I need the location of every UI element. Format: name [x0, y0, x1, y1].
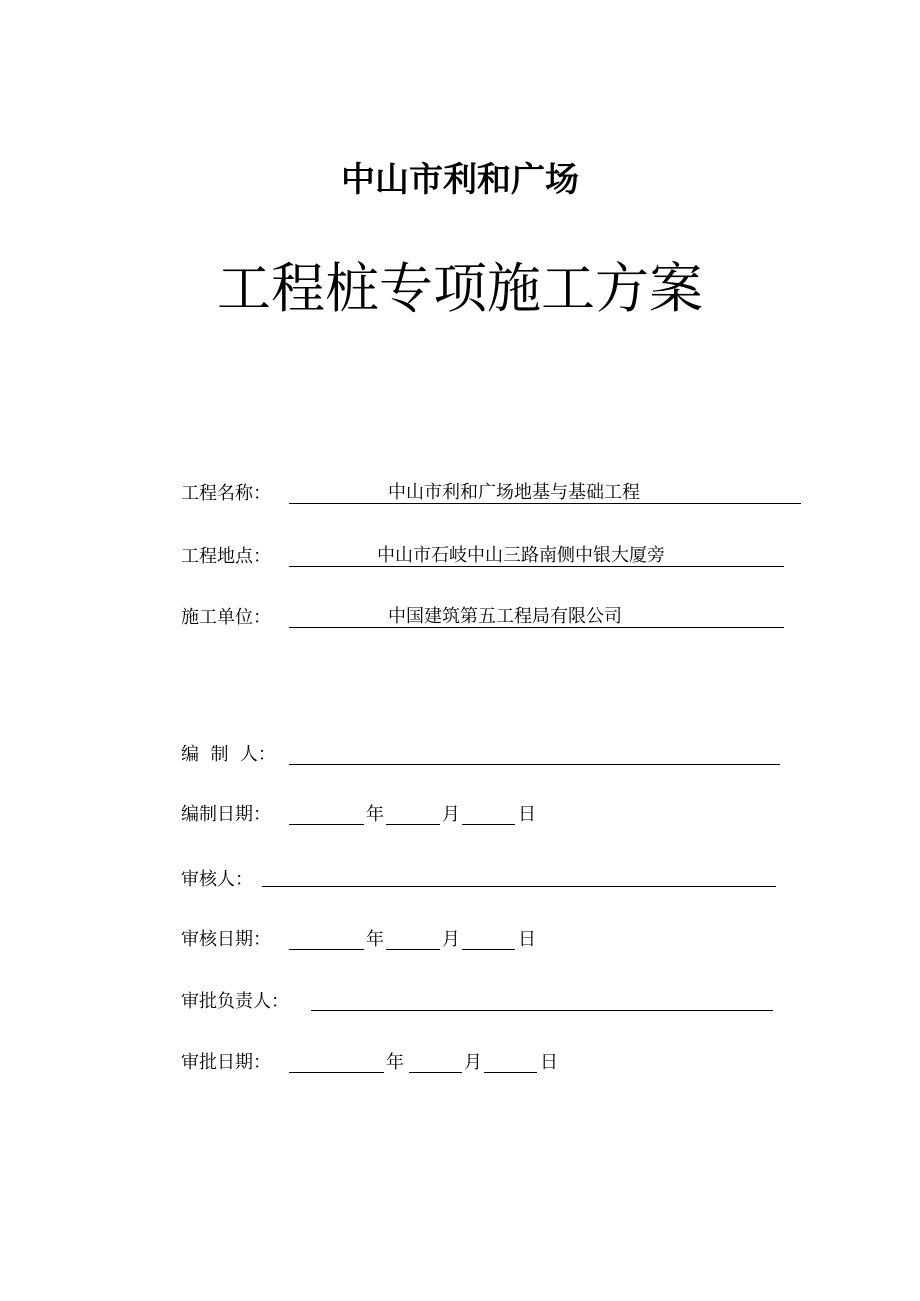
reviewer-label: 审核人：	[181, 869, 253, 890]
project-title: 中山市利和广场	[341, 160, 579, 200]
month-label: 月	[442, 929, 460, 950]
approver-underline	[311, 1010, 773, 1011]
project-location-label: 工程地点：	[181, 546, 271, 567]
contractor-value: 中国建筑第五工程局有限公司	[388, 606, 622, 627]
year-underline	[289, 949, 364, 950]
year-label: 年	[386, 1052, 404, 1073]
day-label: 日	[540, 1052, 558, 1073]
compiler-label: 编 制 人：	[181, 744, 276, 765]
reviewer-underline	[262, 886, 776, 887]
review-date-label: 审核日期：	[181, 929, 271, 950]
project-name-label: 工程名称：	[181, 483, 271, 504]
month-underline	[409, 1072, 462, 1073]
compiler-underline	[289, 764, 780, 765]
project-location-value: 中山市石岐中山三路南侧中银大厦旁	[377, 545, 665, 566]
day-underline	[462, 949, 515, 950]
document-title: 工程桩专项施工方案	[217, 257, 703, 320]
year-underline	[289, 1072, 384, 1073]
day-label: 日	[518, 929, 536, 950]
month-underline	[386, 949, 440, 950]
contractor-label: 施工单位：	[181, 607, 271, 628]
month-label: 月	[464, 1052, 482, 1073]
approve-date-label: 审批日期：	[181, 1052, 271, 1073]
approver-label: 审批负责人：	[181, 991, 289, 1012]
month-underline	[386, 824, 440, 825]
day-underline	[462, 824, 515, 825]
year-label: 年	[366, 804, 384, 825]
day-underline	[484, 1072, 537, 1073]
year-label: 年	[366, 929, 384, 950]
day-label: 日	[518, 804, 536, 825]
year-underline	[289, 824, 364, 825]
month-label: 月	[442, 804, 460, 825]
compile-date-label: 编制日期：	[181, 804, 271, 825]
project-name-value: 中山市利和广场地基与基础工程	[388, 482, 640, 503]
